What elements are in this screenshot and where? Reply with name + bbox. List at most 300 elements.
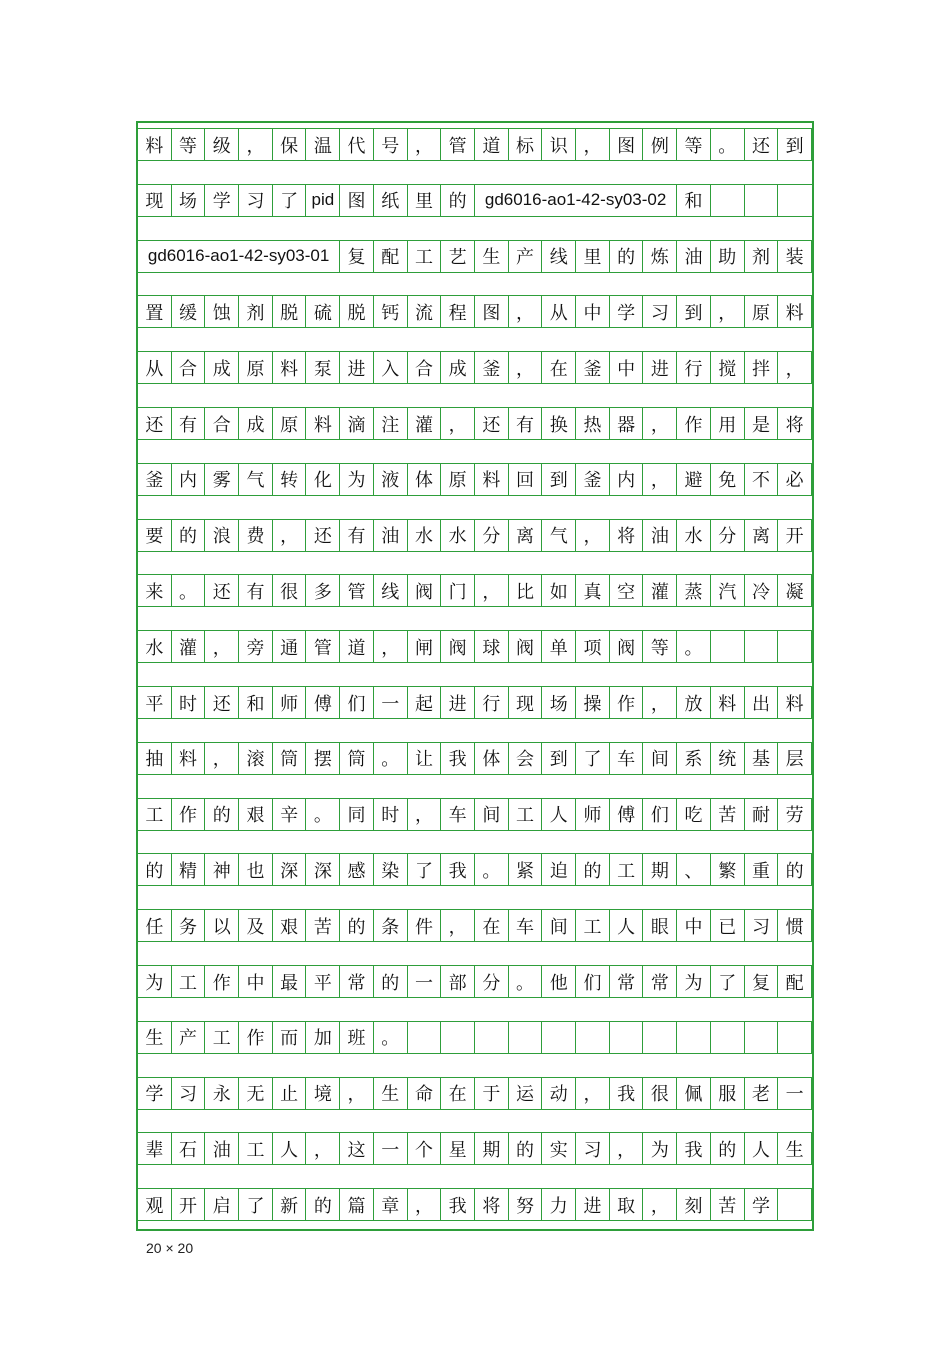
grid-cell: 工 [239, 1133, 273, 1164]
grid-cell: 用 [711, 408, 745, 439]
grid-cell [509, 1022, 543, 1053]
grid-cell: ， [644, 1189, 678, 1220]
grid-cell: 境 [307, 1078, 341, 1109]
grid-cell: 篇 [340, 1189, 374, 1220]
grid-cell: 汽 [711, 575, 745, 606]
grid-cell [711, 1022, 745, 1053]
grid-cell: 们 [576, 966, 610, 997]
grid-cell: 会 [509, 743, 543, 774]
grid-cell: 平 [307, 966, 341, 997]
grid-cell: 于 [475, 1078, 509, 1109]
grid-cell: 。 [711, 129, 745, 160]
grid-cell: 进 [644, 352, 678, 383]
grid-cell: 转 [273, 464, 307, 495]
grid-cell: 。 [475, 854, 509, 885]
grid-cell: 要 [138, 520, 172, 551]
grid-cell: 料 [138, 129, 172, 160]
grid-cell: ， [778, 352, 812, 383]
grid-cell: 门 [441, 575, 475, 606]
grid-cell: ， [610, 1133, 644, 1164]
grid-cell: 学 [205, 185, 239, 216]
grid-cell: 还 [138, 408, 172, 439]
grid-cell: 釜 [576, 352, 610, 383]
grid-cell: 必 [778, 464, 812, 495]
grid-cell: 合 [172, 352, 206, 383]
grid-cell: 工 [408, 241, 442, 272]
grid-cell: 作 [239, 1022, 273, 1053]
grid-cell: 同 [340, 799, 374, 830]
grid-cell: 命 [408, 1078, 442, 1109]
grid-cell: 的 [778, 854, 812, 885]
grid-cell: 图 [340, 185, 374, 216]
grid-cell: 。 [307, 799, 341, 830]
grid-cell: 师 [576, 799, 610, 830]
grid-cell: ， [205, 743, 239, 774]
grid-cell: 进 [340, 352, 374, 383]
grid-cell [475, 1022, 509, 1053]
grid-cell: 置 [138, 296, 172, 327]
grid-row [138, 463, 812, 496]
grid-cell: 原 [745, 296, 779, 327]
grid-cell: 作 [205, 966, 239, 997]
grid-cell: ， [205, 631, 239, 662]
grid-row [138, 407, 812, 440]
grid-cell: 球 [475, 631, 509, 662]
grid-cell: 灌 [172, 631, 206, 662]
grid-cell: 和 [677, 185, 711, 216]
grid-cell: 阀 [441, 631, 475, 662]
grid-cell: 道 [340, 631, 374, 662]
grid-cell: 学 [745, 1189, 779, 1220]
grid-cell: 及 [239, 910, 273, 941]
grid-cell: 灌 [644, 575, 678, 606]
grid-row [138, 630, 812, 663]
grid-cell: 为 [340, 464, 374, 495]
grid-cell: 人 [610, 910, 644, 941]
grid-cell: 观 [138, 1189, 172, 1220]
grid-cell: ， [273, 520, 307, 551]
grid-cell: 在 [441, 1078, 475, 1109]
grid-cell: 出 [745, 687, 779, 718]
grid-cell: 的 [711, 1133, 745, 1164]
grid-cell: 习 [745, 910, 779, 941]
grid-cell: 料 [475, 464, 509, 495]
grid-cell: 空 [610, 575, 644, 606]
grid-cell: 进 [576, 1189, 610, 1220]
grid-cell: 如 [542, 575, 576, 606]
grid-cell: 从 [138, 352, 172, 383]
grid-cell: 生 [778, 1133, 812, 1164]
grid-cell: 工 [172, 966, 206, 997]
grid-cell: 惯 [778, 910, 812, 941]
grid-cell: 将 [475, 1189, 509, 1220]
grid-cell: 里 [408, 185, 442, 216]
grid-cell: 任 [138, 910, 172, 941]
grid-cell: 习 [172, 1078, 206, 1109]
grid-cell: 中 [239, 966, 273, 997]
grid-cell: 注 [374, 408, 408, 439]
grid-cell: 搅 [711, 352, 745, 383]
grid-cell: 到 [778, 129, 812, 160]
grid-cell: 的 [441, 185, 475, 216]
grid-cell: 务 [172, 910, 206, 941]
grid-cell: 艰 [239, 799, 273, 830]
grid-row [138, 686, 812, 719]
grid-cell: 的 [340, 910, 374, 941]
grid-cell: 。 [374, 743, 408, 774]
grid-cell: 拌 [745, 352, 779, 383]
grid-cell: 的 [138, 854, 172, 885]
grid-cell: 水 [677, 520, 711, 551]
grid-cell: 号 [374, 129, 408, 160]
grid-cell: 车 [509, 910, 543, 941]
grid-cell: ， [408, 1189, 442, 1220]
grid-cell: 例 [644, 129, 678, 160]
grid-cell: 场 [542, 687, 576, 718]
grid-cell: 层 [778, 743, 812, 774]
grid-cell: 学 [138, 1078, 172, 1109]
grid-cell: 了 [239, 1189, 273, 1220]
grid-cell: 分 [475, 966, 509, 997]
grid-cell: 缓 [172, 296, 206, 327]
grid-cell: 摆 [307, 743, 341, 774]
grid-cell: 液 [374, 464, 408, 495]
grid-cell-code: pid [307, 185, 341, 216]
grid-cell: 到 [677, 296, 711, 327]
grid-cell: 。 [374, 1022, 408, 1053]
grid-cell: 料 [778, 687, 812, 718]
grid-cell: ， [576, 1078, 610, 1109]
grid-cell: 装 [778, 241, 812, 272]
grid-cell: 产 [509, 241, 543, 272]
grid-cell: 老 [745, 1078, 779, 1109]
grid-cell: ， [374, 631, 408, 662]
grid-cell: 迫 [542, 854, 576, 885]
grid-cell: 滚 [239, 743, 273, 774]
grid-cell: 苦 [307, 910, 341, 941]
grid-cell: 一 [778, 1078, 812, 1109]
grid-cell: 到 [542, 464, 576, 495]
grid-cell: 深 [273, 854, 307, 885]
grid-cell: 冷 [745, 575, 779, 606]
grid-cell: 开 [778, 520, 812, 551]
grid-cell: 脱 [340, 296, 374, 327]
grid-cell: 中 [610, 352, 644, 383]
grid-cell: 合 [205, 408, 239, 439]
grid-cell: 的 [205, 799, 239, 830]
grid-cell: 雾 [205, 464, 239, 495]
grid-cell: 釜 [576, 464, 610, 495]
grid-cell: 产 [172, 1022, 206, 1053]
grid-cell: 原 [239, 352, 273, 383]
grid-cell [441, 1022, 475, 1053]
grid-cell: 苦 [711, 1189, 745, 1220]
grid-cell: 温 [307, 129, 341, 160]
grid-cell: 而 [273, 1022, 307, 1053]
grid-row [138, 519, 812, 552]
grid-cell: 石 [172, 1133, 206, 1164]
grid-cell: 动 [542, 1078, 576, 1109]
grid-cell: 在 [542, 352, 576, 383]
grid-cell: 料 [273, 352, 307, 383]
grid-cell: 体 [408, 464, 442, 495]
grid-row [138, 351, 812, 384]
grid-cell [576, 1022, 610, 1053]
grid-cell: 间 [542, 910, 576, 941]
grid-cell: 章 [374, 1189, 408, 1220]
grid-row [138, 1132, 812, 1165]
grid-cell: 蒸 [677, 575, 711, 606]
grid-cell: 器 [610, 408, 644, 439]
grid-cell: 重 [745, 854, 779, 885]
grid-cell: ， [408, 799, 442, 830]
grid-cell: 单 [542, 631, 576, 662]
grid-cell: 工 [205, 1022, 239, 1053]
grid-cell: 阀 [610, 631, 644, 662]
grid-cell: 成 [441, 352, 475, 383]
grid-cell: 开 [172, 1189, 206, 1220]
grid-cell: 滴 [340, 408, 374, 439]
grid-cell: 行 [677, 352, 711, 383]
grid-cell: 了 [576, 743, 610, 774]
grid-cell: 条 [374, 910, 408, 941]
grid-cell: 换 [542, 408, 576, 439]
grid-cell: 人 [542, 799, 576, 830]
grid-cell: 中 [576, 296, 610, 327]
grid-cell: 平 [138, 687, 172, 718]
grid-cell: 图 [475, 296, 509, 327]
grid-cell: 还 [745, 129, 779, 160]
grid-cell: 艺 [441, 241, 475, 272]
grid-cell: 浪 [205, 520, 239, 551]
grid-cell: 代 [340, 129, 374, 160]
grid-cell: 间 [475, 799, 509, 830]
grid-cell: 们 [644, 799, 678, 830]
grid-cell: ， [644, 408, 678, 439]
grid-cell [610, 1022, 644, 1053]
grid-cell: 通 [273, 631, 307, 662]
grid-cell: 级 [205, 129, 239, 160]
grid-cell: 繁 [711, 854, 745, 885]
grid-cell: 油 [644, 520, 678, 551]
grid-cell: 止 [273, 1078, 307, 1109]
grid-cell: 有 [340, 520, 374, 551]
grid-cell: 项 [576, 631, 610, 662]
grid-cell: 个 [408, 1133, 442, 1164]
grid-cell: ， [441, 910, 475, 941]
grid-cell: 比 [509, 575, 543, 606]
grid-cell: 行 [475, 687, 509, 718]
grid-row [138, 909, 812, 942]
grid-cell: 习 [239, 185, 273, 216]
grid-cell: 釜 [475, 352, 509, 383]
grid-row [138, 742, 812, 775]
grid-cell: 。 [677, 631, 711, 662]
grid-cell: 的 [576, 854, 610, 885]
grid-cell: 泵 [307, 352, 341, 383]
grid-cell: 工 [610, 854, 644, 885]
grid-cell: 启 [205, 1189, 239, 1220]
grid-row [138, 853, 812, 886]
grid-cell: 们 [340, 687, 374, 718]
grid-cell: ， [644, 464, 678, 495]
grid-cell: 复 [745, 966, 779, 997]
grid-cell [542, 1022, 576, 1053]
grid-cell: 油 [374, 520, 408, 551]
grid-cell: 水 [408, 520, 442, 551]
grid-cell: 管 [441, 129, 475, 160]
grid-cell: 费 [239, 520, 273, 551]
grid-row [138, 295, 812, 328]
grid-cell: 作 [677, 408, 711, 439]
grid-cell: 件 [408, 910, 442, 941]
grid-cell: 我 [677, 1133, 711, 1164]
grid-cell: 有 [172, 408, 206, 439]
grid-row [138, 1077, 812, 1110]
grid-cell: 釜 [138, 464, 172, 495]
grid-cell: 有 [509, 408, 543, 439]
grid-cell: 分 [475, 520, 509, 551]
grid-cell: 在 [475, 910, 509, 941]
grid-cell: 现 [138, 185, 172, 216]
grid-cell: 、 [677, 854, 711, 885]
grid-cell: 工 [138, 799, 172, 830]
grid-row [138, 1188, 812, 1221]
grid-cell: 等 [677, 129, 711, 160]
grid-cell: 中 [677, 910, 711, 941]
grid-cell: 常 [610, 966, 644, 997]
grid-cell: 料 [778, 296, 812, 327]
grid-cell: ， [644, 687, 678, 718]
grid-cell: 时 [374, 799, 408, 830]
grid-cell [408, 1022, 442, 1053]
grid-cell: 常 [644, 966, 678, 997]
grid-cell: 水 [138, 631, 172, 662]
grid-cell: 时 [172, 687, 206, 718]
grid-cell: 合 [408, 352, 442, 383]
grid-size-label: 20 × 20 [146, 1240, 194, 1256]
grid-cell: ， [509, 352, 543, 383]
grid-cell: 里 [576, 241, 610, 272]
grid-cell: 艰 [273, 910, 307, 941]
grid-cell: 为 [644, 1133, 678, 1164]
grid-cell: 离 [509, 520, 543, 551]
grid-cell: 力 [542, 1189, 576, 1220]
grid-cell: 不 [745, 464, 779, 495]
grid-cell: 苦 [711, 799, 745, 830]
grid-cell: 紧 [509, 854, 543, 885]
grid-cell: 期 [475, 1133, 509, 1164]
grid-row [138, 965, 812, 998]
grid-cell: ， [475, 575, 509, 606]
grid-cell: 化 [307, 464, 341, 495]
grid-cell: 料 [172, 743, 206, 774]
grid-cell: 还 [205, 687, 239, 718]
grid-cell: 神 [205, 854, 239, 885]
grid-cell: 成 [205, 352, 239, 383]
grid-cell: 抽 [138, 743, 172, 774]
grid-cell: 起 [408, 687, 442, 718]
grid-cell: 的 [172, 520, 206, 551]
grid-cell: 让 [408, 743, 442, 774]
grid-cell: 人 [745, 1133, 779, 1164]
grid-cell: 习 [644, 296, 678, 327]
grid-cell: 一 [374, 1133, 408, 1164]
grid-cell: 的 [374, 966, 408, 997]
grid-cell: 努 [509, 1189, 543, 1220]
grid-cell: 间 [644, 743, 678, 774]
grid-cell: 人 [273, 1133, 307, 1164]
grid-cell: ， [441, 408, 475, 439]
grid-cell [745, 185, 779, 216]
grid-cell: 运 [509, 1078, 543, 1109]
grid-cell: 了 [711, 966, 745, 997]
grid-cell: 工 [509, 799, 543, 830]
grid-cell: 系 [677, 743, 711, 774]
grid-cell: 体 [475, 743, 509, 774]
grid-cell: 我 [441, 1189, 475, 1220]
grid-cell: 了 [273, 185, 307, 216]
grid-cell: 脱 [273, 296, 307, 327]
grid-cell: 流 [408, 296, 442, 327]
grid-cell [644, 1022, 678, 1053]
grid-cell: 佩 [677, 1078, 711, 1109]
grid-cell: 料 [711, 687, 745, 718]
grid-cell: 刻 [677, 1189, 711, 1220]
grid-cell: 期 [644, 854, 678, 885]
grid-cell: 作 [172, 799, 206, 830]
manuscript-grid [136, 121, 814, 1231]
grid-cell: 还 [205, 575, 239, 606]
grid-cell: ， [408, 129, 442, 160]
grid-cell: 班 [340, 1022, 374, 1053]
grid-row [138, 1021, 812, 1054]
grid-cell: 的 [307, 1189, 341, 1220]
grid-cell: 道 [475, 129, 509, 160]
grid-cell: 工 [576, 910, 610, 941]
grid-cell: 的 [509, 1133, 543, 1164]
grid-cell: 星 [441, 1133, 475, 1164]
grid-cell: 配 [778, 966, 812, 997]
grid-cell: 筒 [340, 743, 374, 774]
grid-cell: 将 [778, 408, 812, 439]
grid-cell: 标 [509, 129, 543, 160]
grid-cell [745, 631, 779, 662]
grid-cell-code: gd6016-ao1-42-sy03-01 [138, 241, 340, 272]
grid-cell: 生 [374, 1078, 408, 1109]
grid-cell: 等 [644, 631, 678, 662]
grid-cell: 我 [610, 1078, 644, 1109]
grid-cell: 现 [509, 687, 543, 718]
grid-cell: 劳 [778, 799, 812, 830]
grid-cell: 车 [441, 799, 475, 830]
grid-cell: 深 [307, 854, 341, 885]
grid-cell: 内 [610, 464, 644, 495]
grid-cell [778, 1022, 812, 1053]
grid-cell: 部 [441, 966, 475, 997]
grid-cell: 炼 [644, 241, 678, 272]
grid-cell: 加 [307, 1022, 341, 1053]
grid-cell: 热 [576, 408, 610, 439]
grid-cell: 为 [138, 966, 172, 997]
grid-cell: 很 [644, 1078, 678, 1109]
grid-cell: 筒 [273, 743, 307, 774]
grid-cell: 免 [711, 464, 745, 495]
grid-cell: 服 [711, 1078, 745, 1109]
grid-cell: 新 [273, 1189, 307, 1220]
grid-cell: ， [711, 296, 745, 327]
grid-cell: 还 [475, 408, 509, 439]
